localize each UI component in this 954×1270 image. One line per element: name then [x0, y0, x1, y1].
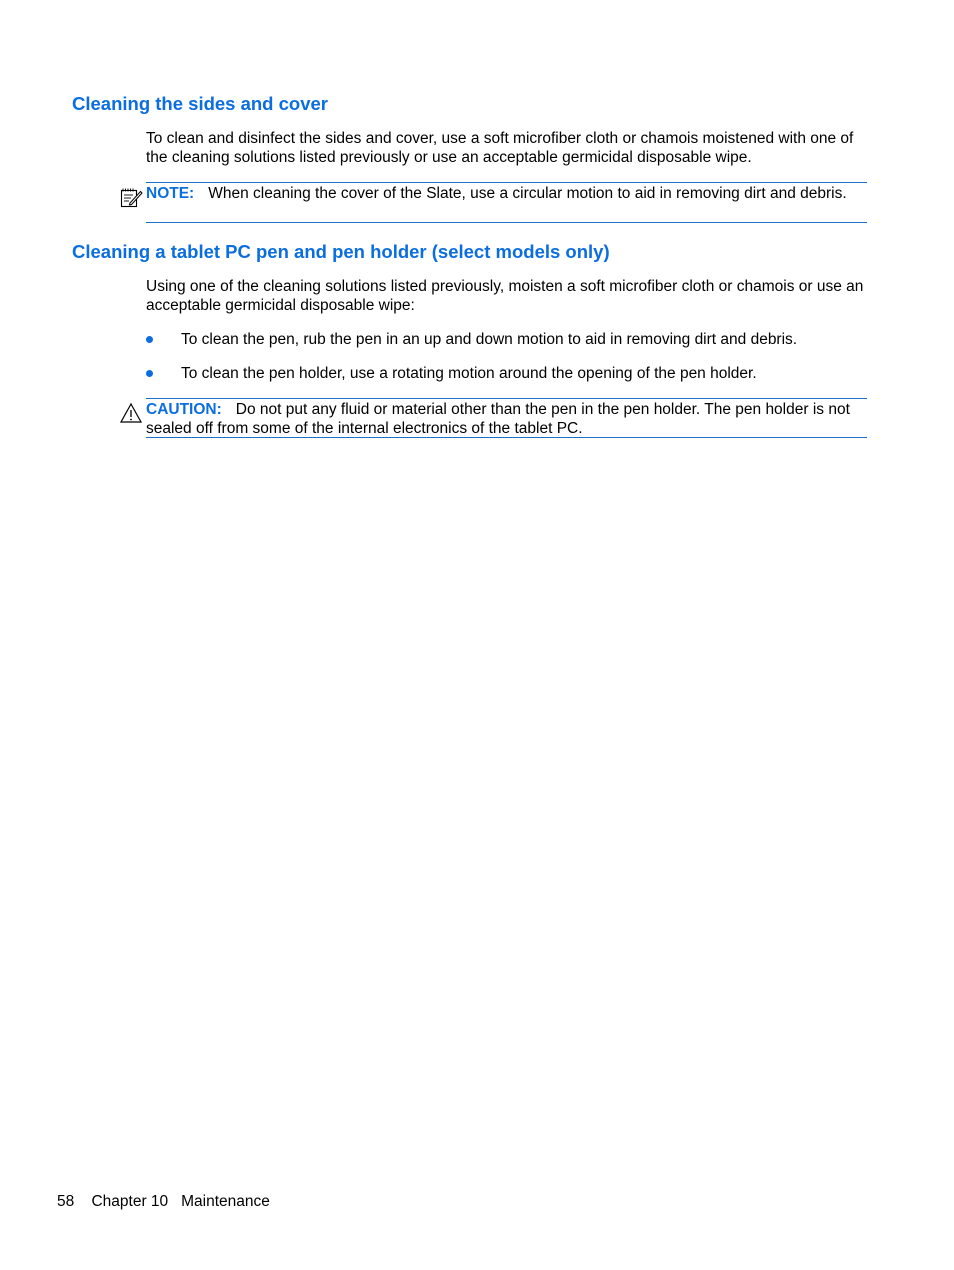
bullet-icon [146, 370, 153, 377]
bullet-text: To clean the pen holder, use a rotating motion around the opening of the pen holder. [181, 365, 757, 382]
bullet-text: To clean the pen, rub the pen in an up and down motion to aid in removing dirt and debris. [181, 331, 798, 348]
page-number: 58 [57, 1193, 75, 1210]
footer-chapter-title: Maintenance [181, 1193, 270, 1210]
section-heading-sides-cover: Cleaning the sides and cover [72, 93, 328, 114]
section-paragraph-sides-cover: To clean and disinfect the sides and cover, use a soft microfiber cloth or chamois moistened with one of the cleaning solutions listed previously or use an acceptable germicidal disposable wipe. [146, 130, 854, 166]
note-icon [119, 185, 143, 209]
list-item [146, 364, 868, 398]
list-item [146, 330, 868, 364]
note-text-block [146, 183, 867, 205]
footer-chapter: Chapter 10 [91, 1193, 169, 1210]
caution-text-block [146, 399, 867, 440]
bullet-list [146, 330, 868, 398]
warning-triangle-icon [119, 401, 143, 425]
caution-text: Do not put any fluid or material other than the pen in the pen holder. The pen holder is not sealed off from some of the internal electronics of the tablet PC. [146, 401, 850, 437]
note-callout [146, 182, 867, 223]
section-paragraph-tablet-pen: Using one of the cleaning solutions listed previously, moisten a soft microfiber cloth or chamois or use an acceptable germicidal disposable wipe: [146, 278, 864, 314]
section-heading-tablet-pen: Cleaning a tablet PC pen and pen holder (select models only) [72, 241, 610, 262]
caution-label: CAUTION: [146, 401, 222, 418]
note-label: NOTE: [146, 185, 195, 202]
bullet-icon [146, 336, 153, 343]
caution-callout [146, 398, 867, 438]
page-footer [57, 1192, 270, 1211]
note-text: When cleaning the cover of the Slate, use a circular motion to aid in removing dirt and debris. [208, 185, 847, 202]
